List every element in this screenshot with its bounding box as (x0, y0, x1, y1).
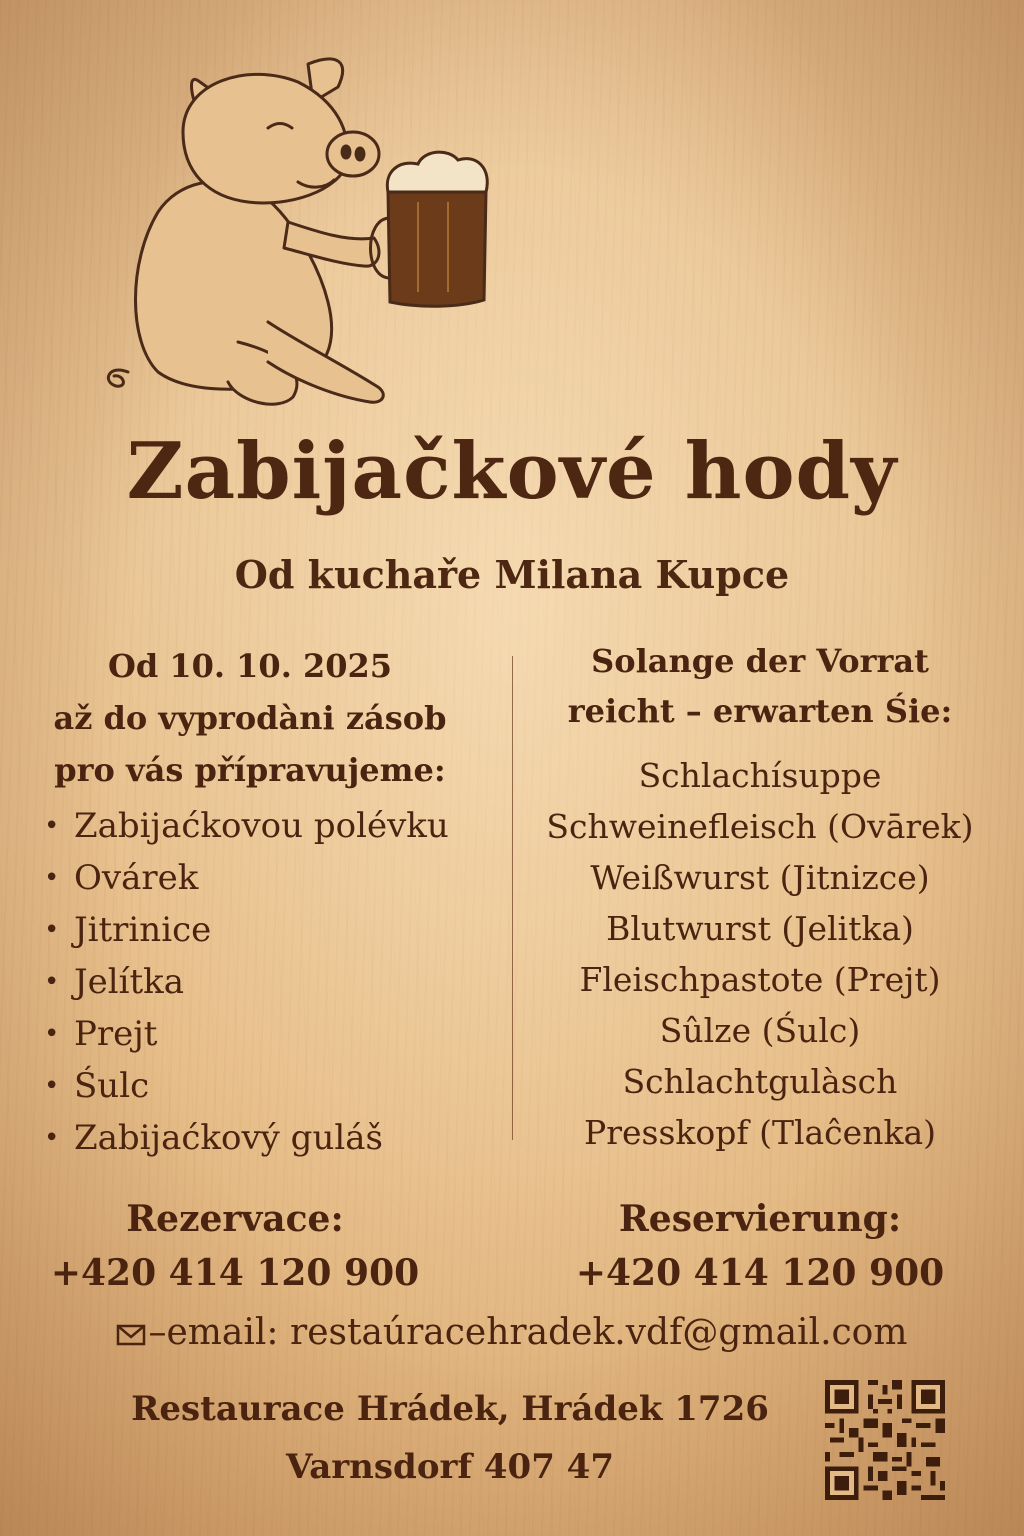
list-item: Fleischpastote (Prejt) (579, 960, 941, 999)
reservation-label-czech: Rezervace: (126, 1198, 344, 1240)
german-intro (530, 636, 990, 736)
list-item: • Zabijaćkový guláš (44, 1112, 449, 1164)
column-divider (512, 656, 513, 1140)
list-item: • Jitrinice (44, 904, 449, 956)
reservation-label-german: Reservierung: (618, 1198, 902, 1240)
czech-menu-list (44, 800, 449, 1164)
list-item: Schlachtgulàsch (622, 1062, 898, 1101)
czech-intro (30, 640, 470, 796)
phone-link-german[interactable]: +420 414 120 900 (575, 1252, 945, 1294)
email-row (0, 1312, 1024, 1353)
czech-intro-line: pro vás přípravujeme: (54, 751, 446, 789)
czech-intro-line: Od 10. 10. 2025 (107, 647, 393, 685)
page-subtitle: Od kuchaře Milana Kupce (234, 552, 790, 597)
list-item: Weißwurst (Jitnizce) (590, 858, 930, 897)
german-intro-line: Solange der Vorrat (591, 642, 929, 680)
list-item: • Jelítka (44, 956, 449, 1008)
address-line: Restaurace Hrádek, Hrádek 1726 (131, 1389, 769, 1429)
pig-with-beer-illustration (88, 42, 508, 432)
list-item: Sûlze (Śulc) (659, 1011, 861, 1050)
german-intro-line: reicht – erwarten Śie: (567, 692, 953, 730)
address (80, 1380, 820, 1496)
envelope-icon (116, 1324, 146, 1346)
phone-link-czech[interactable]: +420 414 120 900 (50, 1252, 420, 1294)
qr-code[interactable] (822, 1380, 948, 1500)
list-item: Presskopf (Tlaĉenka) (584, 1113, 936, 1152)
list-item: • Prejt (44, 1008, 449, 1060)
list-item: Schweinefleisch (Ovārek) (546, 807, 974, 846)
list-item: • Zabijaćkovou polévku (44, 800, 449, 852)
list-item: Blutwurst (Jelitka) (606, 909, 914, 948)
german-menu-list (530, 750, 990, 1158)
list-item: Schlachísuppe (638, 756, 882, 795)
czech-intro-line: až do vyprodàni zásob (53, 699, 447, 737)
page-title: Zabijačkové hody (126, 426, 898, 517)
list-item: • Ovárek (44, 852, 449, 904)
list-item: • Śulc (44, 1060, 449, 1112)
address-line: Varnsdorf 407 47 (285, 1447, 614, 1487)
email-link[interactable]: –email: restaúracehradek.vdf@gmail.com (148, 1312, 908, 1353)
